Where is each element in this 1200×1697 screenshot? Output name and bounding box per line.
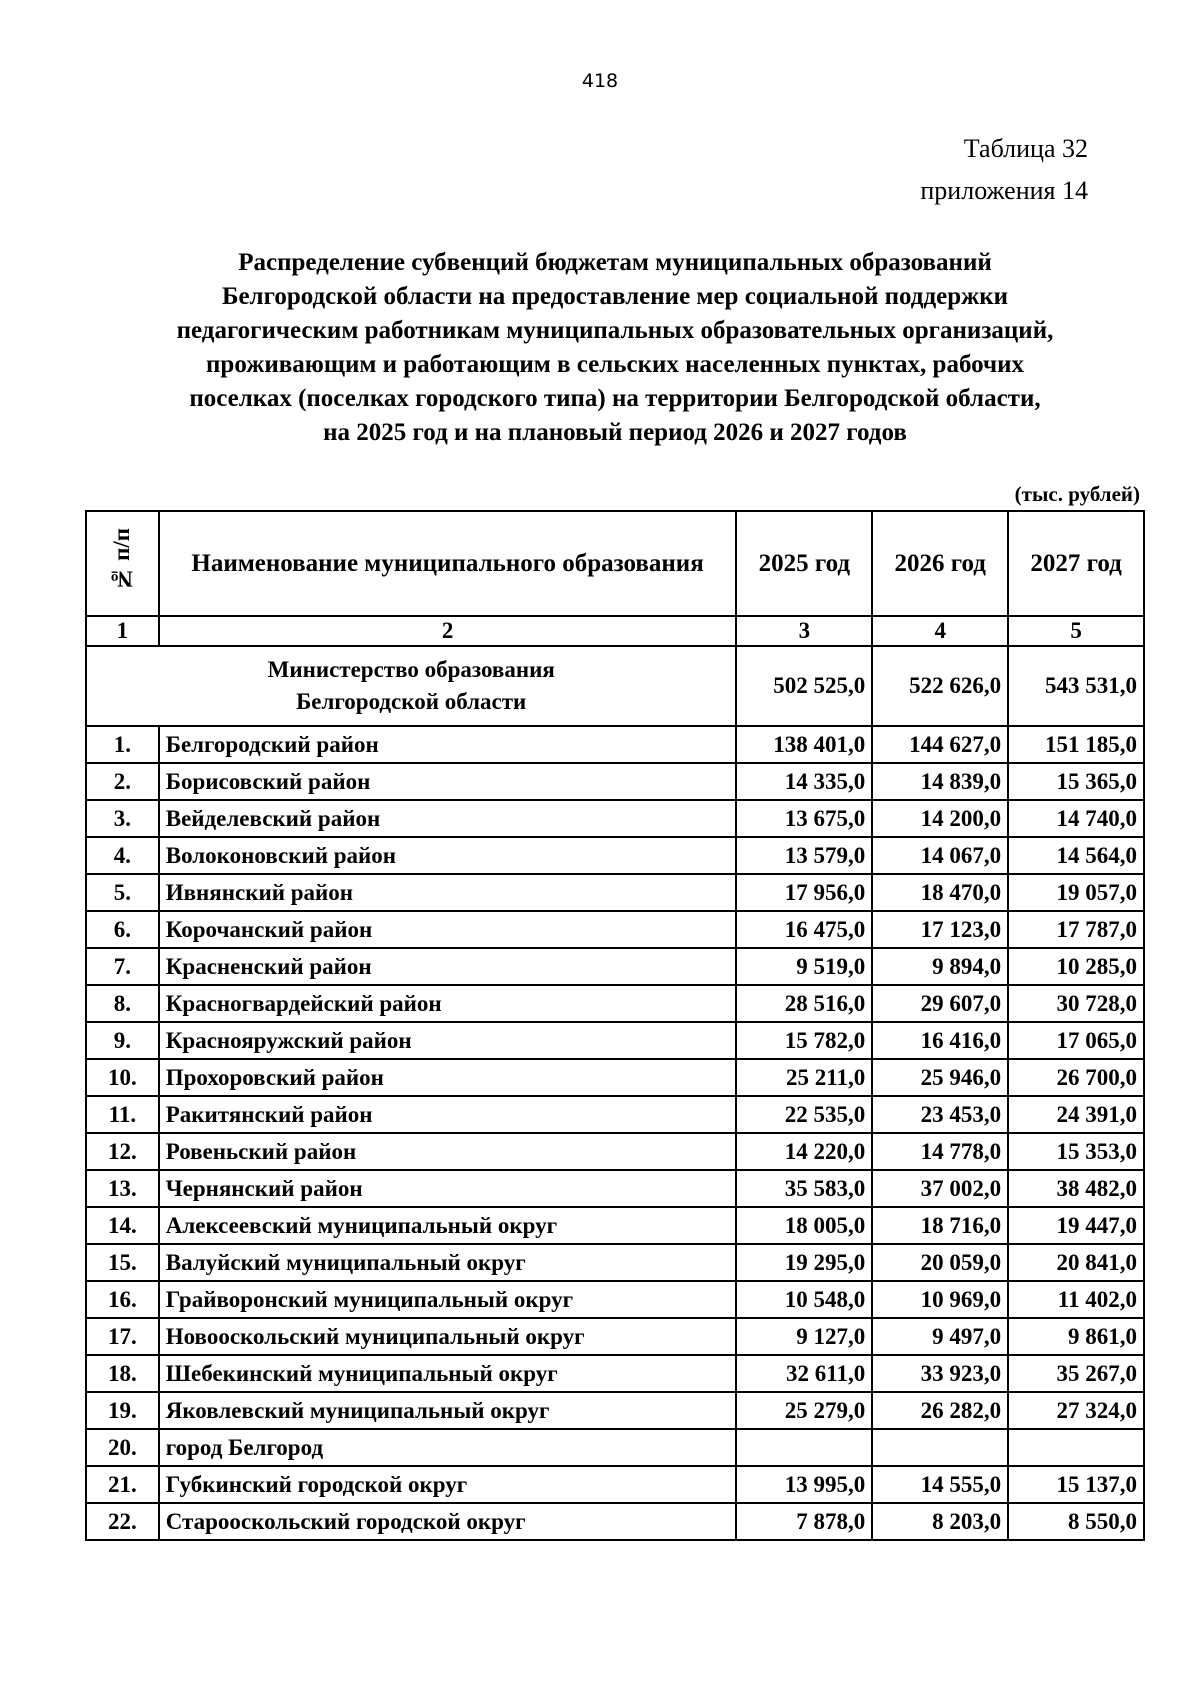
value-2025: 28 516,0 <box>736 985 872 1022</box>
value-2026: 14 555,0 <box>872 1466 1008 1503</box>
value-2027: 11 402,0 <box>1008 1281 1144 1318</box>
municipality-name: Корочанский район <box>159 911 737 948</box>
value-2027: 19 057,0 <box>1008 874 1144 911</box>
value-2026: 37 002,0 <box>872 1170 1008 1207</box>
row-number: 3. <box>86 800 159 837</box>
column-index-row <box>86 616 1144 646</box>
table-row <box>86 1207 1144 1244</box>
row-number: 6. <box>86 911 159 948</box>
value-2027: 38 482,0 <box>1008 1170 1144 1207</box>
header-num <box>86 511 159 616</box>
row-number: 11. <box>86 1096 159 1133</box>
municipality-name: Валуйский муниципальный округ <box>159 1244 737 1281</box>
table-row <box>86 1355 1144 1392</box>
value-2025: 10 548,0 <box>736 1281 872 1318</box>
table-row <box>86 911 1144 948</box>
table-row <box>86 1059 1144 1096</box>
value-2026: 23 453,0 <box>872 1096 1008 1133</box>
municipality-name: Губкинский городской округ <box>159 1466 737 1503</box>
value-2025: 16 475,0 <box>736 911 872 948</box>
municipality-name: Ровеньский район <box>159 1133 737 1170</box>
municipality-name: Ивнянский район <box>159 874 737 911</box>
value-2025: 14 220,0 <box>736 1133 872 1170</box>
value-2027: 20 841,0 <box>1008 1244 1144 1281</box>
value-2025: 17 956,0 <box>736 874 872 911</box>
value-2026 <box>872 1429 1008 1466</box>
table-row <box>86 874 1144 911</box>
title-line: на 2025 год и на плановый период 2026 и 2027 годов <box>323 419 907 446</box>
table-row <box>86 985 1144 1022</box>
municipality-name: Новооскольский муниципальный округ <box>159 1318 737 1355</box>
ministry-name-line: Белгородской области <box>296 689 527 714</box>
value-2026: 18 470,0 <box>872 874 1008 911</box>
table-row <box>86 800 1144 837</box>
value-2025: 32 611,0 <box>736 1355 872 1392</box>
value-2026: 18 716,0 <box>872 1207 1008 1244</box>
row-number: 7. <box>86 948 159 985</box>
column-index: 4 <box>872 616 1008 646</box>
table-row <box>86 726 1144 763</box>
ministry-total-row <box>86 646 1144 726</box>
header-2025: 2025 год <box>736 511 872 616</box>
subvention-table <box>85 510 1145 1541</box>
document-title <box>90 246 1140 450</box>
column-index: 1 <box>86 616 159 646</box>
header-num-label: № п/п <box>109 528 135 592</box>
value-2027: 19 447,0 <box>1008 1207 1144 1244</box>
table-row <box>86 948 1144 985</box>
column-index: 2 <box>159 616 737 646</box>
table-reference <box>920 128 1088 211</box>
value-2027: 10 285,0 <box>1008 948 1144 985</box>
value-2025: 13 995,0 <box>736 1466 872 1503</box>
table-row <box>86 1022 1144 1059</box>
title-line: педагогическим работникам муниципальных образовательных организаций, <box>176 317 1054 344</box>
row-number: 17. <box>86 1318 159 1355</box>
table-row <box>86 1503 1144 1540</box>
value-2026: 16 416,0 <box>872 1022 1008 1059</box>
municipality-name: Красненский район <box>159 948 737 985</box>
value-2025: 25 211,0 <box>736 1059 872 1096</box>
municipality-name: Грайворонский муниципальный округ <box>159 1281 737 1318</box>
municipality-name: Красногвардейский район <box>159 985 737 1022</box>
appendix-label: приложения 14 <box>920 175 1088 205</box>
value-2027: 14 564,0 <box>1008 837 1144 874</box>
municipality-name: Ракитянский район <box>159 1096 737 1133</box>
municipality-name: Прохоровский район <box>159 1059 737 1096</box>
ministry-name-line: Министерство образования <box>267 657 555 682</box>
value-2027: 17 065,0 <box>1008 1022 1144 1059</box>
value-2027: 30 728,0 <box>1008 985 1144 1022</box>
value-2027: 15 353,0 <box>1008 1133 1144 1170</box>
value-2026: 9 497,0 <box>872 1318 1008 1355</box>
row-number: 2. <box>86 763 159 800</box>
municipality-name: Старооскольский городской округ <box>159 1503 737 1540</box>
units-label: (тыс. рублей) <box>1014 482 1140 506</box>
municipality-name: Вейделевский район <box>159 800 737 837</box>
value-2026: 14 067,0 <box>872 837 1008 874</box>
municipality-name: Чернянский район <box>159 1170 737 1207</box>
value-2025: 14 335,0 <box>736 763 872 800</box>
column-index: 3 <box>736 616 872 646</box>
table-row <box>86 1466 1144 1503</box>
row-number: 12. <box>86 1133 159 1170</box>
title-line: проживающим и работающим в сельских населенных пунктах, рабочих <box>206 351 1024 378</box>
row-number: 15. <box>86 1244 159 1281</box>
table-row <box>86 763 1144 800</box>
value-2026: 144 627,0 <box>872 726 1008 763</box>
value-2027: 26 700,0 <box>1008 1059 1144 1096</box>
value-2027: 24 391,0 <box>1008 1096 1144 1133</box>
municipality-name: город Белгород <box>159 1429 737 1466</box>
ministry-name <box>86 646 736 726</box>
municipality-name: Алексеевский муниципальный округ <box>159 1207 737 1244</box>
municipality-name: Белгородский район <box>159 726 737 763</box>
value-2026: 29 607,0 <box>872 985 1008 1022</box>
value-2027: 15 137,0 <box>1008 1466 1144 1503</box>
value-2026: 33 923,0 <box>872 1355 1008 1392</box>
value-2027: 14 740,0 <box>1008 800 1144 837</box>
value-2025: 13 675,0 <box>736 800 872 837</box>
municipality-name: Шебекинский муниципальный округ <box>159 1355 737 1392</box>
table-row <box>86 1133 1144 1170</box>
value-2026: 8 203,0 <box>872 1503 1008 1540</box>
table-row <box>86 1096 1144 1133</box>
value-2026: 14 778,0 <box>872 1133 1008 1170</box>
table-row <box>86 1392 1144 1429</box>
row-number: 14. <box>86 1207 159 1244</box>
table-row <box>86 1281 1144 1318</box>
value-2026: 9 894,0 <box>872 948 1008 985</box>
value-2026: 14 839,0 <box>872 763 1008 800</box>
value-2026: 20 059,0 <box>872 1244 1008 1281</box>
value-2025: 18 005,0 <box>736 1207 872 1244</box>
title-line: Распределение субвенций бюджетам муниципальных образований <box>238 249 992 276</box>
title-line: Белгородской области на предоставление мер социальной поддержки <box>221 283 1009 310</box>
value-2025: 35 583,0 <box>736 1170 872 1207</box>
row-number: 18. <box>86 1355 159 1392</box>
row-number: 4. <box>86 837 159 874</box>
row-number: 22. <box>86 1503 159 1540</box>
value-2027: 8 550,0 <box>1008 1503 1144 1540</box>
value-2026: 25 946,0 <box>872 1059 1008 1096</box>
ministry-2025: 502 525,0 <box>736 646 872 726</box>
value-2025: 19 295,0 <box>736 1244 872 1281</box>
value-2025: 13 579,0 <box>736 837 872 874</box>
value-2025: 15 782,0 <box>736 1022 872 1059</box>
value-2027: 9 861,0 <box>1008 1318 1144 1355</box>
column-index: 5 <box>1008 616 1144 646</box>
value-2027: 15 365,0 <box>1008 763 1144 800</box>
row-number: 13. <box>86 1170 159 1207</box>
value-2026: 10 969,0 <box>872 1281 1008 1318</box>
header-2027: 2027 год <box>1008 511 1144 616</box>
value-2025: 25 279,0 <box>736 1392 872 1429</box>
row-number: 19. <box>86 1392 159 1429</box>
value-2027: 17 787,0 <box>1008 911 1144 948</box>
row-number: 20. <box>86 1429 159 1466</box>
row-number: 9. <box>86 1022 159 1059</box>
row-number: 5. <box>86 874 159 911</box>
table-row <box>86 1429 1144 1466</box>
municipality-name: Волоконовский район <box>159 837 737 874</box>
header-name: Наименование муниципального образования <box>159 511 737 616</box>
value-2025: 9 519,0 <box>736 948 872 985</box>
table-row <box>86 1318 1144 1355</box>
municipality-name: Борисовский район <box>159 763 737 800</box>
header-2026: 2026 год <box>872 511 1008 616</box>
value-2026: 14 200,0 <box>872 800 1008 837</box>
value-2025: 138 401,0 <box>736 726 872 763</box>
table-label: Таблица 32 <box>963 134 1088 163</box>
value-2026: 17 123,0 <box>872 911 1008 948</box>
ministry-2027: 543 531,0 <box>1008 646 1144 726</box>
table-row <box>86 1170 1144 1207</box>
municipality-name: Яковлевский муниципальный округ <box>159 1392 737 1429</box>
row-number: 8. <box>86 985 159 1022</box>
header-row <box>86 511 1144 616</box>
page-number: 418 <box>581 70 619 92</box>
value-2027: 35 267,0 <box>1008 1355 1144 1392</box>
value-2027: 151 185,0 <box>1008 726 1144 763</box>
value-2027: 27 324,0 <box>1008 1392 1144 1429</box>
value-2025: 9 127,0 <box>736 1318 872 1355</box>
row-number: 21. <box>86 1466 159 1503</box>
table-row <box>86 1244 1144 1281</box>
table-row <box>86 837 1144 874</box>
value-2025: 7 878,0 <box>736 1503 872 1540</box>
title-line: поселках (поселках городского типа) на территории Белгородской области, <box>189 385 1041 412</box>
value-2025 <box>736 1429 872 1466</box>
row-number: 10. <box>86 1059 159 1096</box>
value-2026: 26 282,0 <box>872 1392 1008 1429</box>
row-number: 16. <box>86 1281 159 1318</box>
value-2027 <box>1008 1429 1144 1466</box>
value-2025: 22 535,0 <box>736 1096 872 1133</box>
ministry-2026: 522 626,0 <box>872 646 1008 726</box>
row-number: 1. <box>86 726 159 763</box>
municipality-name: Краснояружский район <box>159 1022 737 1059</box>
